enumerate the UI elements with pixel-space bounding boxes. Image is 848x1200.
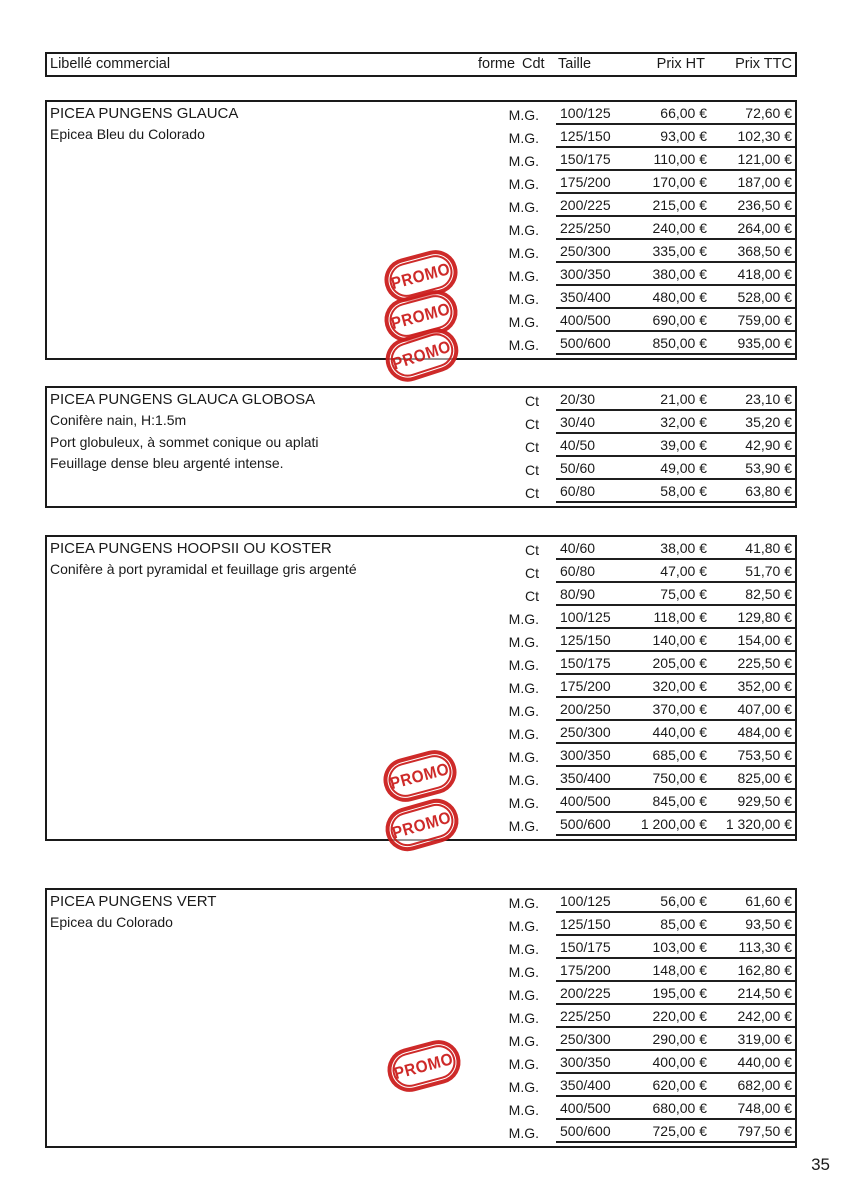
taille-cell: 250/300 [560,724,611,740]
forme-cell: M.G. [508,795,539,811]
forme-cell: M.G. [508,895,539,911]
taille-cell: 175/200 [560,678,611,694]
product-description-line: Conifère à port pyramidal et feuillage gris argenté [50,561,357,577]
forme-cell: M.G. [508,176,539,192]
price-line [556,240,795,263]
price-line [556,913,795,936]
forme-cell: Ct [525,462,539,478]
prix-ttc-cell: 264,00 € [737,220,792,236]
prix-ht-cell: 205,00 € [652,655,707,671]
price-line [556,629,795,652]
taille-cell: 30/40 [560,414,596,430]
prix-ht-cell: 148,00 € [652,962,707,978]
taille-cell: 150/175 [560,939,611,955]
taille-cell: 300/350 [560,1054,611,1070]
forme-cell: M.G. [508,1056,539,1072]
taille-cell: 300/350 [560,266,611,282]
prix-ttc-cell: 753,50 € [737,747,792,763]
taille-cell: 50/60 [560,460,596,476]
prix-ht-cell: 110,00 € [653,151,707,167]
price-line [556,434,795,457]
taille-cell: 60/80 [560,563,596,579]
product-block [45,888,797,1148]
promo-stamp-label: PROMO [390,336,454,374]
taille-cell: 500/600 [560,816,611,832]
forme-cell: M.G. [508,1102,539,1118]
product-description-line: Feuillage dense bleu argenté intense. [50,455,284,471]
price-line [556,606,795,629]
prix-ttc-cell: 225,50 € [737,655,792,671]
price-row [47,388,795,411]
prix-ttc-cell: 236,50 € [737,197,792,213]
price-row [47,959,795,982]
price-line [556,148,795,171]
forme-cell: M.G. [508,337,539,353]
price-row [47,698,795,721]
taille-cell: 60/80 [560,483,596,499]
price-line [556,560,795,583]
prix-ttc-cell: 61,60 € [745,893,792,909]
taille-cell: 250/300 [560,1031,611,1047]
header-cdt: Cdt [522,56,545,72]
taille-cell: 350/400 [560,1077,611,1093]
product-description-line: Epicea du Colorado [50,914,173,930]
prix-ttc-cell: 682,00 € [737,1077,792,1093]
prix-ht-cell: 103,00 € [652,939,707,955]
product-description-line: Port globuleux, à sommet conique ou aplati [50,433,319,450]
prix-ttc-cell: 72,60 € [745,105,792,121]
taille-cell: 100/125 [560,609,611,625]
price-row [47,480,795,503]
prix-ttc-cell: 35,20 € [745,414,792,430]
prix-ht-cell: 320,00 € [652,678,707,694]
prix-ttc-cell: 368,50 € [737,243,792,259]
prix-ttc-cell: 82,50 € [745,586,792,602]
taille-cell: 175/200 [560,174,611,190]
prix-ht-cell: 725,00 € [652,1123,707,1139]
prix-ht-cell: 400,00 € [652,1054,707,1070]
price-row [47,675,795,698]
price-line [556,411,795,434]
taille-cell: 500/600 [560,1123,611,1139]
prix-ttc-cell: 418,00 € [737,266,792,282]
forme-cell: Ct [525,393,539,409]
price-line [556,1120,795,1143]
price-row [47,102,795,125]
prix-ttc-cell: 825,00 € [737,770,792,786]
price-line [556,1028,795,1051]
product-title: PICEA PUNGENS GLAUCA [50,105,239,122]
price-line [556,790,795,813]
price-line [556,721,795,744]
forme-cell: M.G. [508,222,539,238]
prix-ht-cell: 170,00 € [652,174,707,190]
forme-cell: M.G. [508,987,539,1003]
forme-cell: Ct [525,439,539,455]
prix-ttc-cell: 242,00 € [737,1008,792,1024]
promo-stamp-label: PROMO [388,758,452,794]
taille-cell: 20/30 [560,391,596,407]
forme-cell: M.G. [508,291,539,307]
price-row [47,411,795,434]
product-block [45,386,797,508]
prix-ht-cell: 690,00 € [652,312,707,328]
forme-cell: Ct [525,485,539,501]
price-row [47,217,795,240]
taille-cell: 350/400 [560,289,611,305]
forme-cell: Ct [525,565,539,581]
header-libelle-commercial: Libellé commercial [50,56,171,72]
promo-stamp-label: PROMO [389,298,453,334]
taille-cell: 125/150 [560,916,611,932]
price-line [556,480,795,503]
page-number: 35 [811,1155,830,1174]
prix-ht-cell: 49,00 € [660,460,707,476]
price-line [556,102,795,125]
prix-ht-cell: 845,00 € [652,793,707,809]
price-row [47,194,795,217]
prix-ht-cell: 480,00 € [652,289,707,305]
price-line [556,171,795,194]
prix-ht-cell: 290,00 € [652,1031,707,1047]
prix-ht-cell: 195,00 € [652,985,707,1001]
prix-ttc-cell: 935,00 € [737,335,792,351]
price-row [47,629,795,652]
forme-cell: M.G. [508,703,539,719]
prix-ht-cell: 85,00 € [660,916,707,932]
price-line [556,537,795,560]
taille-cell: 400/500 [560,312,611,328]
price-line [556,309,795,332]
price-line [556,982,795,1005]
prix-ht-cell: 21,00 € [660,391,707,407]
price-line [556,1097,795,1120]
prix-ttc-cell: 63,80 € [745,483,792,499]
taille-cell: 175/200 [560,962,611,978]
forme-cell: M.G. [508,107,539,123]
prix-ht-cell: 118,00 € [653,609,707,625]
price-line [556,457,795,480]
prix-ttc-cell: 440,00 € [737,1054,792,1070]
price-rows [47,388,795,503]
price-row [47,982,795,1005]
prix-ht-cell: 66,00 € [660,105,707,121]
prix-ht-cell: 240,00 € [652,220,707,236]
price-line [556,217,795,240]
forme-cell: M.G. [508,964,539,980]
forme-cell: M.G. [508,1033,539,1049]
price-row [47,537,795,560]
forme-cell: M.G. [508,772,539,788]
price-row [47,457,795,480]
taille-cell: 125/150 [560,632,611,648]
prix-ttc-cell: 407,00 € [737,701,792,717]
prix-ht-cell: 93,00 € [660,128,707,144]
forme-cell: Ct [525,588,539,604]
forme-cell: M.G. [508,657,539,673]
price-line [556,813,795,836]
product-description-line: Epicea Bleu du Colorado [50,126,205,142]
price-line [556,890,795,913]
taille-cell: 350/400 [560,770,611,786]
price-line [556,263,795,286]
taille-cell: 400/500 [560,793,611,809]
price-row [47,434,795,457]
prix-ttc-cell: 93,50 € [745,916,792,932]
taille-cell: 200/250 [560,701,611,717]
price-line [556,675,795,698]
price-row [47,652,795,675]
promo-stamp-label: PROMO [390,807,454,843]
prix-ht-cell: 38,00 € [660,540,707,556]
prix-ttc-cell: 214,50 € [737,985,792,1001]
prix-ttc-cell: 53,90 € [745,460,792,476]
table-header [45,52,797,77]
taille-cell: 80/90 [560,586,596,602]
price-line [556,1051,795,1074]
taille-cell: 150/175 [560,151,611,167]
prix-ttc-cell: 154,00 € [737,632,792,648]
prix-ht-cell: 680,00 € [652,1100,707,1116]
forme-cell: M.G. [508,941,539,957]
price-row [47,125,795,148]
forme-cell: Ct [525,416,539,432]
price-line [556,698,795,721]
taille-cell: 40/60 [560,540,596,556]
header-prix-ttc: Prix TTC [735,56,792,72]
prix-ht-cell: 56,00 € [660,893,707,909]
forme-cell: M.G. [508,245,539,261]
taille-cell: 200/225 [560,197,611,213]
forme-cell: M.G. [508,726,539,742]
price-line [556,332,795,355]
price-row [47,1005,795,1028]
taille-cell: 100/125 [560,893,611,909]
forme-cell: M.G. [508,130,539,146]
price-line [556,1005,795,1028]
price-line [556,194,795,217]
header-prix-ht: Prix HT [656,56,705,72]
taille-cell: 100/125 [560,105,611,121]
taille-cell: 400/500 [560,1100,611,1116]
forme-cell: M.G. [508,634,539,650]
price-line [556,767,795,790]
prix-ttc-cell: 748,00 € [737,1100,792,1116]
price-row [47,583,795,606]
prix-ttc-cell: 41,80 € [745,540,792,556]
taille-cell: 225/250 [560,1008,611,1024]
product-title: PICEA PUNGENS GLAUCA GLOBOSA [50,391,316,408]
price-line [556,959,795,982]
prix-ht-cell: 380,00 € [652,266,707,282]
prix-ht-cell: 58,00 € [660,483,707,499]
price-row [47,1120,795,1143]
prix-ttc-cell: 42,90 € [745,437,792,453]
forme-cell: M.G. [508,199,539,215]
forme-cell: M.G. [508,918,539,934]
forme-cell: M.G. [508,1125,539,1141]
prix-ttc-cell: 352,00 € [737,678,792,694]
prix-ttc-cell: 759,00 € [737,312,792,328]
prix-ht-cell: 1 200,00 € [640,816,707,832]
prix-ttc-cell: 1 320,00 € [725,816,792,832]
prix-ht-cell: 47,00 € [660,563,707,579]
prix-ht-cell: 850,00 € [652,335,707,351]
prix-ht-cell: 440,00 € [652,724,707,740]
prix-ht-cell: 32,00 € [660,414,707,430]
prix-ht-cell: 220,00 € [652,1008,707,1024]
prix-ttc-cell: 51,70 € [745,563,792,579]
taille-cell: 300/350 [560,747,611,763]
price-line [556,936,795,959]
forme-cell: M.G. [508,1079,539,1095]
forme-cell: M.G. [508,818,539,834]
price-row [47,936,795,959]
prix-ttc-cell: 484,00 € [737,724,792,740]
promo-stamp-label: PROMO [389,258,453,294]
taille-cell: 150/175 [560,655,611,671]
forme-cell: M.G. [508,611,539,627]
prix-ttc-cell: 102,30 € [737,128,792,144]
prix-ttc-cell: 129,80 € [737,609,792,625]
taille-cell: 200/225 [560,985,611,1001]
header-taille: Taille [558,56,592,72]
prix-ht-cell: 215,00 € [652,197,707,213]
forme-cell: M.G. [508,153,539,169]
prix-ttc-cell: 929,50 € [737,793,792,809]
prix-ttc-cell: 121,00 € [737,151,792,167]
taille-cell: 250/300 [560,243,611,259]
forme-cell: M.G. [508,1010,539,1026]
prix-ttc-cell: 23,10 € [745,391,792,407]
product-title: PICEA PUNGENS VERT [50,893,217,910]
price-row [47,721,795,744]
prix-ht-cell: 620,00 € [652,1077,707,1093]
taille-cell: 40/50 [560,437,596,453]
prix-ht-cell: 75,00 € [660,586,707,602]
prix-ttc-cell: 528,00 € [737,289,792,305]
prix-ttc-cell: 187,00 € [737,174,792,190]
price-rows [47,890,795,1143]
prix-ht-cell: 140,00 € [652,632,707,648]
forme-cell: M.G. [508,268,539,284]
prix-ht-cell: 685,00 € [652,747,707,763]
price-row [47,1097,795,1120]
price-line [556,125,795,148]
price-line [556,286,795,309]
price-row [47,148,795,171]
taille-cell: 500/600 [560,335,611,351]
price-row [47,890,795,913]
prix-ht-cell: 750,00 € [652,770,707,786]
prix-ht-cell: 39,00 € [660,437,707,453]
price-row [47,171,795,194]
forme-cell: M.G. [508,314,539,330]
prix-ht-cell: 370,00 € [652,701,707,717]
price-line [556,583,795,606]
forme-cell: Ct [525,542,539,558]
header-forme: forme [478,56,516,72]
taille-cell: 225/250 [560,220,611,236]
forme-cell: M.G. [508,749,539,765]
price-row [47,560,795,583]
forme-cell: M.G. [508,680,539,696]
prix-ttc-cell: 319,00 € [737,1031,792,1047]
product-title: PICEA PUNGENS HOOPSII OU KOSTER [50,540,332,557]
price-row [47,913,795,936]
prix-ttc-cell: 113,30 € [738,939,792,955]
promo-stamp-label: PROMO [392,1048,456,1084]
price-line [556,388,795,411]
price-row [47,606,795,629]
taille-cell: 125/150 [560,128,611,144]
prix-ttc-cell: 162,80 € [737,962,792,978]
prix-ttc-cell: 797,50 € [737,1123,792,1139]
prix-ht-cell: 335,00 € [652,243,707,259]
product-description-line: Conifère nain, H:1.5m [50,412,187,428]
price-line [556,652,795,675]
price-line [556,1074,795,1097]
price-line [556,744,795,767]
